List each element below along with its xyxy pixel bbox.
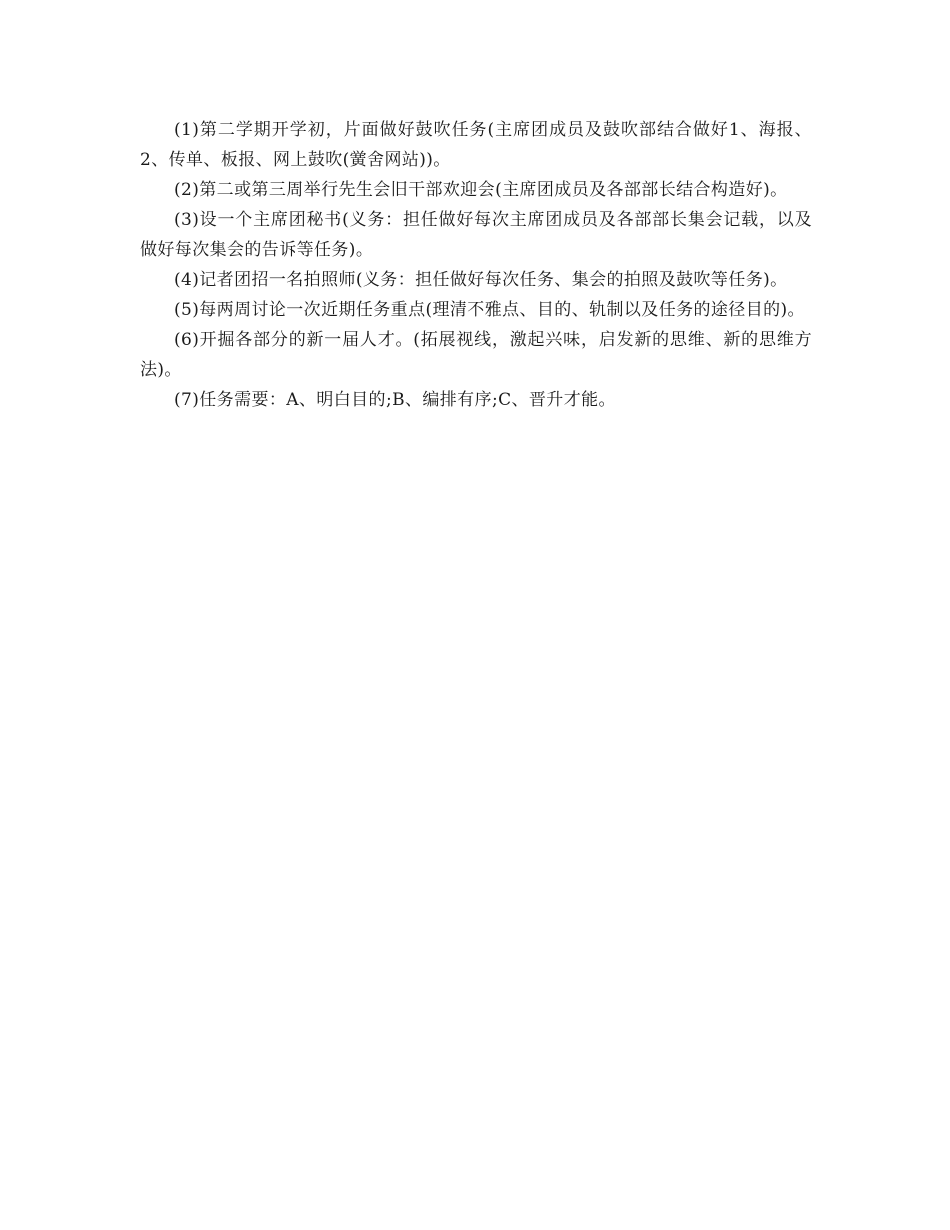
paragraph-1: (1)第二学期开学初，片面做好鼓吹任务(主席团成员及鼓吹部结合做好1、海报、2、传单、板报、网上鼓吹(黉舍网站))。 bbox=[140, 120, 812, 170]
paragraph-2: (2)第二或第三周举行先生会旧干部欢迎会(主席团成员及各部部长结合构造好)。 bbox=[174, 180, 788, 200]
paragraph-7: (7)任务需要：A、明白目的;B、编排有序;C、晋升才能。 bbox=[174, 390, 616, 410]
paragraph-5: (5)每两周讨论一次近期任务重点(理清不雅点、目的、轨制以及任务的途径目的)。 bbox=[174, 300, 805, 320]
document-body bbox=[140, 115, 812, 415]
paragraph-6: (6)开掘各部分的新一届人才。(拓展视线，激起兴味，启发新的思维、新的思维方法)。 bbox=[140, 330, 812, 380]
paragraph-4: (4)记者团招一名拍照师(义务：担任做好每次任务、集会的拍照及鼓吹等任务)。 bbox=[174, 270, 788, 290]
paragraph-3: (3)设一个主席团秘书(义务：担任做好每次主席团成员及各部部长集会记载，以及做好每次集会的告诉等任务)。 bbox=[140, 210, 812, 260]
